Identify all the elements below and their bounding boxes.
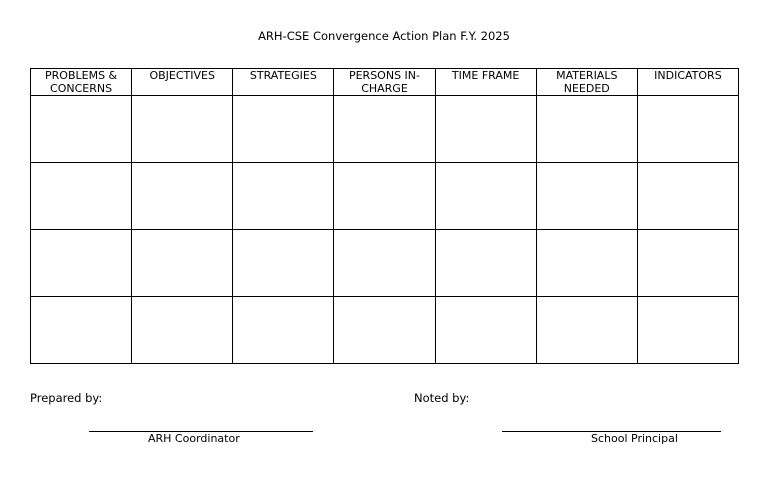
header-problems-concerns: PROBLEMS & CONCERNS <box>31 69 132 96</box>
header-objectives: OBJECTIVES <box>132 69 233 96</box>
table-cell <box>31 297 132 364</box>
table-cell <box>536 96 637 163</box>
table-cell <box>334 96 435 163</box>
table-header-row <box>31 69 739 96</box>
table-cell <box>31 163 132 230</box>
table-cell <box>536 297 637 364</box>
table-cell <box>31 96 132 163</box>
table-cell <box>536 163 637 230</box>
table-cell <box>334 297 435 364</box>
table-cell <box>435 163 536 230</box>
prepared-by-label: Prepared by: <box>30 391 103 405</box>
noted-role: School Principal <box>591 432 678 445</box>
header-strategies: STRATEGIES <box>233 69 334 96</box>
table-cell <box>435 96 536 163</box>
header-indicators: INDICATORS <box>637 69 738 96</box>
table-cell <box>536 230 637 297</box>
table-cell <box>334 230 435 297</box>
prepared-role: ARH Coordinator <box>148 432 240 445</box>
table-cell <box>233 96 334 163</box>
table-cell <box>132 96 233 163</box>
table-cell <box>132 230 233 297</box>
table-cell <box>637 297 738 364</box>
table-cell <box>233 297 334 364</box>
document-title: ARH-CSE Convergence Action Plan F.Y. 2025 <box>258 29 510 43</box>
header-materials-needed: MATERIALS NEEDED <box>536 69 637 96</box>
table-cell <box>31 230 132 297</box>
table-row <box>31 297 739 364</box>
table-cell <box>233 230 334 297</box>
table-row <box>31 96 739 163</box>
table-cell <box>637 230 738 297</box>
table-cell <box>132 297 233 364</box>
header-persons-in-charge: PERSONS IN-CHARGE <box>334 69 435 96</box>
table-cell <box>132 163 233 230</box>
table-cell <box>637 96 738 163</box>
action-plan-table <box>30 68 739 364</box>
table-cell <box>435 230 536 297</box>
noted-by-label: Noted by: <box>414 391 470 405</box>
table-cell <box>637 163 738 230</box>
table-row <box>31 163 739 230</box>
header-time-frame: TIME FRAME <box>435 69 536 96</box>
table-row <box>31 230 739 297</box>
table-cell <box>233 163 334 230</box>
table-cell <box>435 297 536 364</box>
table-cell <box>334 163 435 230</box>
